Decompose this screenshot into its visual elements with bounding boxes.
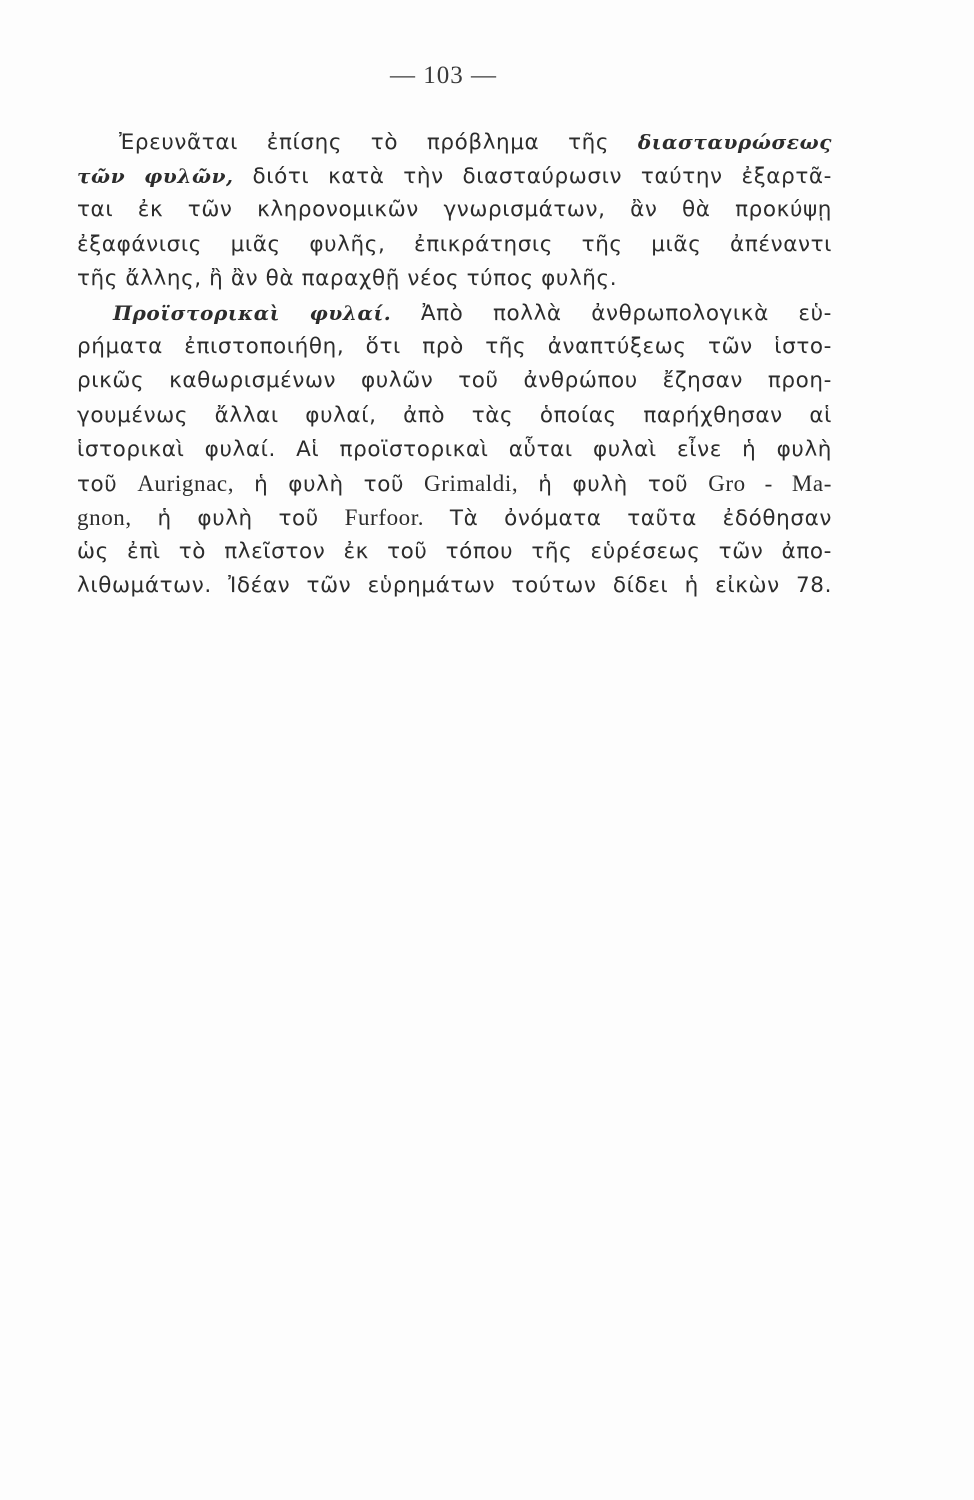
text-run: ὡς ἐπὶ τὸ πλεῖστον ἐκ τοῦ τόπου τῆς εὑρέσεως τῶν ἀπο- xyxy=(77,539,832,565)
text-line xyxy=(77,228,832,262)
latin-name: Aurignac, xyxy=(137,470,235,496)
text-run: ἱστορικαὶ φυλαί. Αἱ προϊστορικαὶ αὗται φυλαὶ εἶνε ἡ φυλὴ xyxy=(77,436,832,462)
latin-name: gnon, xyxy=(77,505,132,531)
text-line xyxy=(77,501,832,535)
text-run: Ἀπὸ πολλὰ ἀνθρωπολογικὰ εὑ- xyxy=(391,300,832,326)
emphasized-term: διασταυρώσεως xyxy=(637,130,832,154)
text-line xyxy=(77,296,832,330)
text-run: τοῦ xyxy=(77,471,138,497)
text-line xyxy=(77,330,832,364)
text-run: ται ἐκ τῶν κληρονομικῶν γνωρισμάτων, ἂν θὰ προκύψῃ xyxy=(77,197,832,223)
text-run: διότι κατὰ τὴν διασταύρωσιν ταύτην ἐξαρτᾶ- xyxy=(233,164,832,190)
text-run: ρήματα ἐπιστοποιήθη, ὅτι πρὸ τῆς ἀναπτύξεως τῶν ἱστο- xyxy=(77,334,832,360)
text-run: Ἐρευνᾶται ἐπίσης τὸ πρόβλημα τῆς xyxy=(119,130,638,155)
text-run: λιθωμάτων. Ἰδέαν τῶν εὑρημάτων τούτων δίδει ἡ εἰκὼν 78. xyxy=(77,573,832,599)
text-line xyxy=(77,125,832,159)
text-run: ἡ φυλὴ τοῦ xyxy=(131,506,345,532)
text-run: Τὰ ὀνόματα ταῦτα ἐδόθησαν xyxy=(424,506,832,532)
body-text xyxy=(77,125,832,604)
latin-name: Furfoor. xyxy=(344,505,425,531)
emphasized-term: Προϊστορικαὶ φυλαί. xyxy=(113,300,392,325)
text-line xyxy=(77,535,832,569)
text-line xyxy=(77,262,832,296)
text-run: ἡ φυλὴ τοῦ xyxy=(234,471,425,497)
text-line xyxy=(77,569,832,603)
text-line xyxy=(77,399,832,433)
text-run: ἡ φυλὴ τοῦ xyxy=(518,471,709,497)
latin-name: Grimaldi, xyxy=(424,470,519,496)
text-line xyxy=(77,159,832,193)
text-line xyxy=(77,467,832,501)
text-run: ἐξαφάνισις μιᾶς φυλῆς, ἐπικράτησις τῆς μιᾶς ἀπέναντι xyxy=(77,231,832,257)
emphasized-term: τῶν φυλῶν, xyxy=(77,164,234,189)
text-run: ρικῶς καθωρισμένων φυλῶν τοῦ ἀνθρώπου ἔζησαν προη- xyxy=(77,368,832,394)
text-line xyxy=(77,193,832,227)
latin-name: Gro - Ma- xyxy=(708,470,832,496)
text-run: γουμένως ἄλλαι φυλαί, ἀπὸ τὰς ὁποίας παρήχθησαν αἱ xyxy=(77,402,832,428)
text-run: τῆς ἄλλης, ἢ ἂν θὰ παραχθῇ νέος τύπος φυλῆς. xyxy=(77,265,618,291)
page-number: — 103 — xyxy=(390,62,497,89)
text-line xyxy=(77,364,832,398)
text-line xyxy=(77,433,832,467)
